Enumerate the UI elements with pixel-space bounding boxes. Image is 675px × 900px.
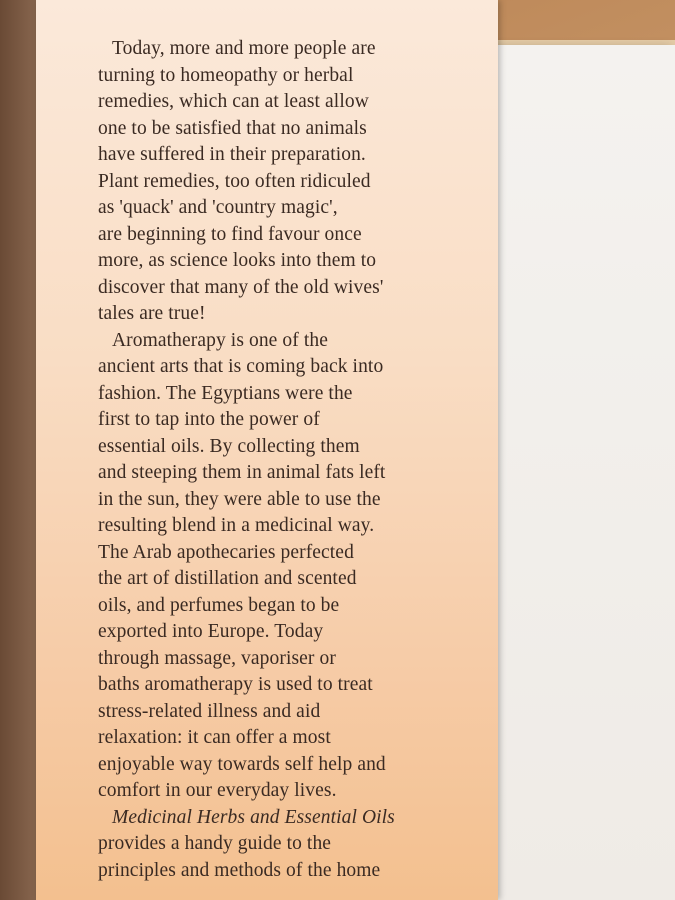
text-line: resulting blend in a medicinal way. [98,515,375,536]
text-line: oils, and perfumes began to be [98,594,340,616]
blank-book-page [470,45,675,900]
flap-text-block [98,36,458,884]
text-line: The Arab apothecaries perfected [98,541,354,563]
text-line: fashion. The Egyptians were the [98,382,353,404]
text-line: as 'quack' and 'country magic', [98,197,338,218]
text-line: discover that many of the old wives' [98,276,384,298]
text-line: stress-related illness and aid [98,700,321,722]
text-line: Aromatherapy is one of the [112,329,328,351]
text-line: relaxation: it can offer a most [98,727,331,748]
text-line: exported into Europe. Today [98,621,324,642]
text-line: Plant remedies, too often ridiculed [98,170,371,192]
text-line: baths aromatherapy is used to treat [98,674,373,695]
text-line: in the sun, they were able to use the [98,488,381,510]
text-line: provides a handy guide to the [98,833,332,854]
dust-jacket-flap [36,0,498,900]
text-line: have suffered in their preparation. [98,144,366,165]
text-line: enjoyable way towards self help and [98,753,386,775]
text-line: comfort in our everyday lives. [98,780,337,801]
text-line: tales are true! [98,303,206,324]
text-line: one to be satisfied that no animals [98,117,367,139]
text-line: the art of distillation and scented [98,568,357,589]
book-title: Medicinal Herbs and Essential Oils [112,806,395,828]
text-line: remedies, which can at least allow [98,91,369,112]
text-line: turning to homeopathy or herbal [98,64,354,86]
text-line: first to tap into the power of [98,409,320,430]
text-line: principles and methods of the home [98,859,381,881]
text-line: more, as science looks into them to [98,250,377,271]
text-line: essential oils. By collecting them [98,435,360,457]
text-line: ancient arts that is coming back into [98,356,384,377]
text-line: through massage, vaporiser or [98,647,336,669]
text-line: are beginning to find favour once [98,223,362,245]
text-line: Today, more and more people are [112,38,376,59]
text-line: and steeping them in animal fats left [98,462,386,483]
